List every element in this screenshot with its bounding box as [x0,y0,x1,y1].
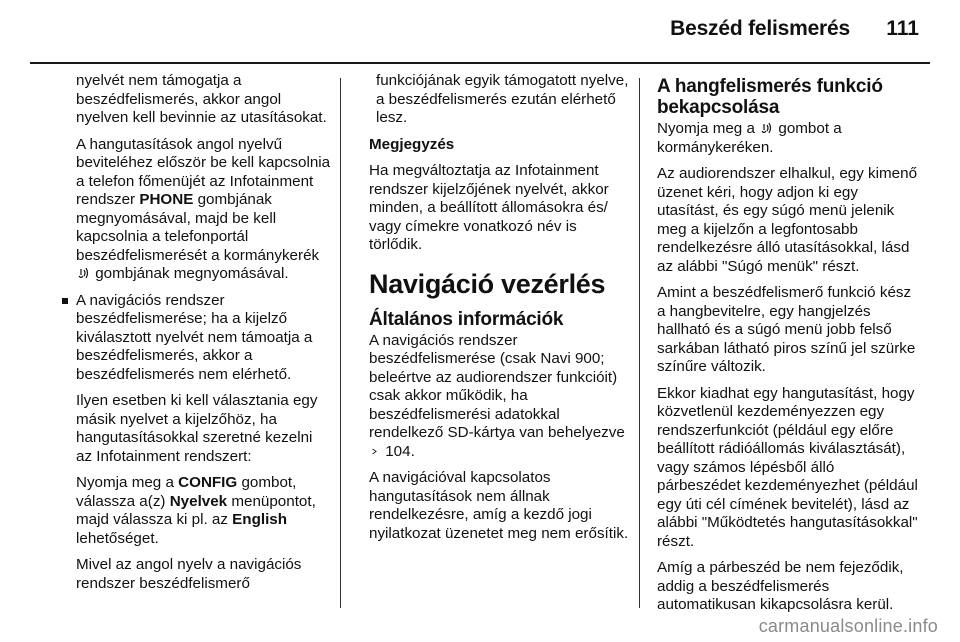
phone-key-label: PHONE [139,191,194,208]
subsection-heading: A hangfelismerés funkció bekapcsolása [657,76,883,118]
text: A hangutasítások angol nyelvű beviteléhez először be kell kapcsolnia a telefon főmenüjét az Infotainment rendszer [76,135,331,208]
subsection-heading: Általános információk [369,308,564,330]
paragraph: A navigációval kapcsolatos hangutasítások nem állnak rendelkezésre, amíg a kezdő jogi nyilatkozat üzenetet meg nem erősítik. [369,469,629,542]
note-box [369,136,631,255]
paragraph: Az audiorendszer elhalkul, egy kimenő üzenet kéri, hogy adjon ki egy utasítást, és egy súgó menü jelenik meg a kijelzőn a legfontosabb rendelkezésre álló utasításokkal, lásd az alábbi "Súgó menük" részt. [657,165,918,275]
paragraph: A navigációs rendszer beszédfelismerése; ha a kijelző kiválasztott nyelvét nem támoatja a beszédfelismerés, akkor a beszédfelismerés nem elérhető. [76,291,313,383]
paragraph: nyelvét nem támogatja a beszédfelismerés, akkor angol nyelven kell bevinnie az utasításokat. [76,72,327,126]
text: Nyomja meg a [657,120,755,137]
paragraph [76,474,332,548]
page-reference: 104. [385,442,415,460]
paragraph: Amint a beszédfelismerő funkció kész a hangbevitelre, egy hangjelzés hallható és a súgó menü jobb felső sarkában látható piros színű jel szürke színűre változik. [657,284,916,375]
paragraph [369,332,631,462]
column-divider-2 [639,78,640,608]
watermark: carmanualsonline.info [758,616,938,636]
paragraph [76,136,332,284]
header-rule [30,62,930,64]
config-key-label: CONFIG [178,474,238,491]
page-number: 111 [886,17,919,40]
note-text: Ha megváltoztatja az Infotainment rendszer kijelzőjének nyelvét, akkor minden, a beállított állomásokra és/ vagy címekre vonatkozó név is törlődik. [369,162,609,253]
page-header [0,0,960,62]
list-item [76,292,332,594]
menu-item-label: Nyelvek [169,492,228,510]
column-divider-1 [340,78,341,608]
text: menüpontot, majd válassza ki pl. az [76,492,316,528]
paragraph: Ilyen esetben ki kell választania egy másik nyelvet a kijelzőhöz, ha hangutasításokkal szeretné kezelni az Infotainment rendszert: [76,392,318,465]
option-label: English [232,511,288,528]
column-middle [369,72,631,551]
text: gombot, válassza a(z) [76,474,297,510]
paragraph: Mivel az angol nyelv a navigációs rendszer beszédfelismerő [76,556,302,592]
section-heading: Navigáció vezérlés [369,268,606,299]
text: Nyomja meg a [76,474,174,491]
text: A navigációs rendszer beszédfelismerése (csak Navi 900; beleértve az audiorendszer funkcióit) csak akkor működik, ha beszédfelismerési adatokkal rendelkező SD-kártya van behelyezve [369,331,625,441]
column-left [76,72,332,601]
voice-button-icon [761,122,772,135]
paragraph [657,120,922,157]
voice-button-icon [78,267,89,280]
text: gombot a kormánykeréken. [657,120,842,156]
text: lehetőséget. [76,529,159,547]
note-title: Megjegyzés [369,135,455,153]
paragraph: funkciójának egyik támogatott nyelve, a beszédfelismerés ezután elérhető lesz. [376,72,629,126]
bullet-icon [62,298,68,304]
column-right [657,72,922,623]
paragraph: Ekkor kiadhat egy hangutasítást, hogy közvetlenül kezdeményezzen egy rendszerfunkciót (például egy előre beállított rádióállomás kiválasztását), vagy számos lépésből álló párbeszédet kezdeményezhet (például egy úti cél címének bevitelét), lásd az alábbi "Működtetés hangutasításokkal" részt. [657,384,918,550]
text: gombjának megnyomásával. [95,265,289,282]
text: gombjának megnyomásával, majd be kell kapcsolnia a telefonportál beszédfelismerését a kormánykerék [76,191,320,264]
page-reference-icon [371,445,379,458]
section-title: Beszéd felismerés [670,17,850,40]
paragraph: Amíg a párbeszéd be nem fejeződik, addig a beszédfelismerés automatikusan kikapcsolásra kerül. [657,559,904,613]
